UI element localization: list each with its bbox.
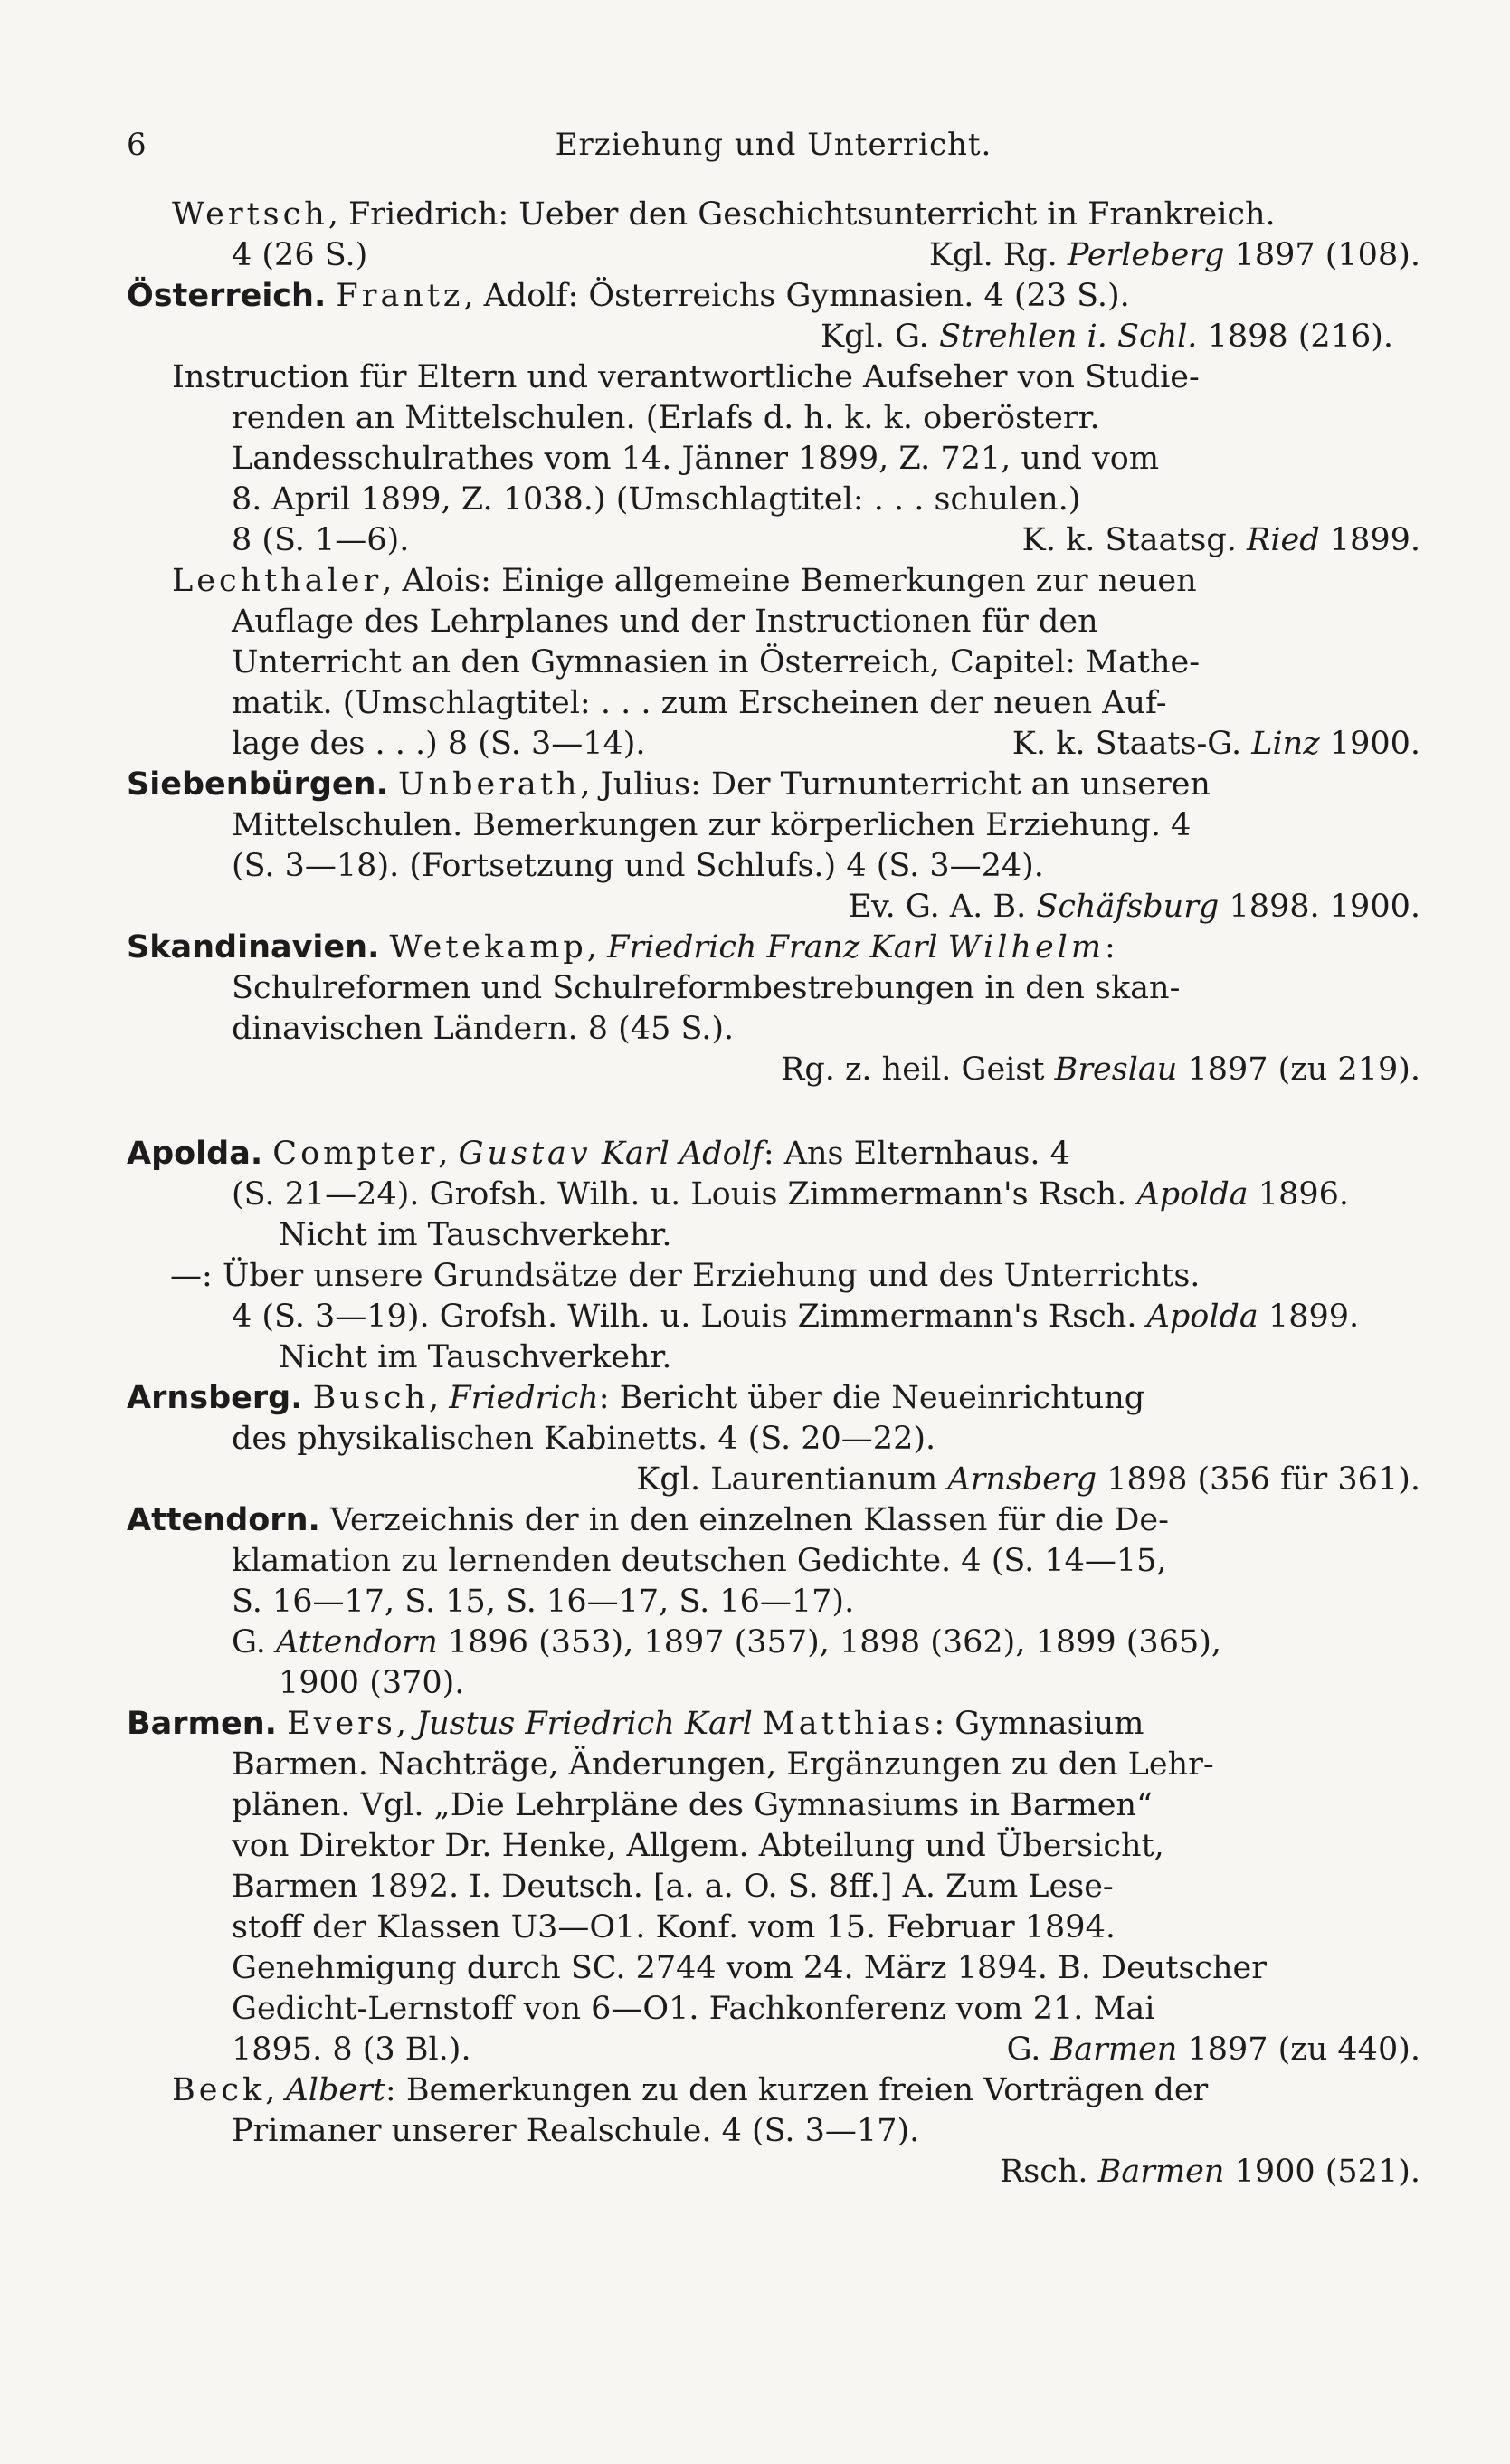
place-name: Barmen [1097,2154,1225,2190]
entry-line: stoff der Klassen U3—O1. Konf. vom 15. Februar 1894. [232,1909,1116,1946]
entry-busch [127,1378,1420,1500]
author-name: Wetekamp [389,929,587,966]
entry-line: des physikalischen Kabinetts. 4 (S. 20—22). [232,1421,936,1457]
entry-frantz [127,276,1420,357]
given-names: Friedrich Franz Karl [607,929,938,966]
publication-info: Ev. G. A. B. Schäfsburg 1898. 1900. [848,889,1420,925]
given-name-spaced: Gustav [458,1136,592,1172]
entry-line: Apolda. Compter, Gustav Karl Adolf: Ans Elternhaus. 4 [127,1136,1070,1172]
place-name: Linz [1251,726,1320,762]
entry-line: matik. (Umschlagtitel: . . . zum Erscheinen der neuen Auf- [232,685,1167,721]
author-name: Unberath [398,766,581,803]
publication-info: K. k. Staatsg. Ried 1899. [1021,522,1420,558]
entry-unberath [127,765,1420,928]
entry-line: Gedicht-Lernstoff von 6—O1. Fachkonferenz vom 21. Mai [232,1991,1155,2027]
entry-line: Skandinavien. Wetekamp, Friedrich Franz Karl Wilhelm: [127,929,1116,966]
entry-line: Schulreformen und Schulreformbestrebungen in den skan- [232,970,1181,1006]
entry-instruction [127,357,1420,561]
region-heading: Siebenbürgen. [127,766,388,803]
note: Nicht im Tauschverkehr. [279,1217,672,1253]
publication-info: Kgl. Rg. Perleberg 1897 (108). [928,237,1420,273]
entry-line: Attendorn. Verzeichnis der in den einzelnen Klassen für die De- [127,1502,1169,1538]
entry-line: 4 (26 S.) Kgl. Rg. Perleberg 1897 (108). [127,235,1420,276]
entry-line: 8 (S. 1—6). K. k. Staatsg. Ried 1899. [127,520,1420,561]
entry-line: Barmen. Nachträge, Änderungen, Ergänzungen zu den Lehr- [232,1746,1214,1783]
place-name: Barmen [1050,2031,1178,2068]
place-name: Arnsberg [947,1461,1097,1498]
entry-line: dinavischen Ländern. 8 (45 S.). [232,1011,735,1047]
entry-compter [127,1134,1420,1256]
entry-line: Auflage des Lehrplanes und der Instructionen für den [232,604,1098,640]
entry-line: Siebenbürgen. Unberath, Julius: Der Turnunterricht an unseren [127,766,1211,803]
entry-line: lage des . . .) 8 (S. 3—14). K. k. Staats-G. Linz 1900. [127,724,1420,765]
author-name: Frantz [336,278,464,314]
entry-line: Lechthaler, Alois: Einige allgemeine Bemerkungen zur neuen [172,563,1197,599]
place-name: Attendorn [275,1624,438,1660]
entry-line: Barmen 1892. I. Deutsch. [a. a. O. S. 8ff.] A. Zum Lese- [232,1869,1114,1905]
author-name: Evers [287,1706,396,1742]
given-names: Justus Friedrich Karl [416,1706,753,1742]
publication-info: K. k. Staats-G. Linz 1900. [1011,726,1420,762]
entry-line: Landesschulrathes vom 14. Jänner 1899, Z. 721, und vom [232,441,1160,477]
entry-line: von Direktor Dr. Henke, Allgem. Abteilung und Übersicht, [232,1828,1164,1864]
running-title: Erziehung und Unterricht. [555,127,992,163]
entry-compter-2 [127,1256,1420,1378]
entry-line: Mittelschulen. Bemerkungen zur körperlichen Erziehung. 4 [232,807,1192,843]
place-name: Schäfsburg [1036,889,1220,925]
entry-line: —: Über unsere Grundsätze der Erziehung und des Unterrichts. [170,1258,1201,1294]
entry-line: 1900 (370). [279,1665,465,1701]
publication-info: Kgl. G. Strehlen i. Schl. 1898 (216). [820,319,1393,355]
entry-line: 1895. 8 (3 Bl.). G. Barmen 1897 (zu 440). [127,2030,1420,2070]
entry-line: Wertsch, Friedrich: Ueber den Geschichtsunterricht in Frankreich. [172,196,1276,233]
publication-info: G. Barmen 1897 (zu 440). [1006,2031,1420,2068]
entry-lechthaler [127,561,1420,765]
entry-line: Beck, Albert: Bemerkungen zu den kurzen freien Vorträgen der [172,2072,1209,2108]
given-name-spaced: Matthias [762,1706,935,1742]
author-name: Compter [272,1136,439,1172]
entry-line: S. 16—17, S. 15, S. 16—17, S. 16—17). [232,1584,855,1620]
entry-line: (S. 3—18). (Fortsetzung und Schlufs.) 4 (S. 3—24). [232,848,1044,884]
page-header [127,127,1420,172]
entry-line: Österreich. Frantz, Adolf: Österreichs Gymnasien. 4 (23 S.). [127,278,1130,314]
author-name: Busch [312,1380,430,1416]
author-name: Wertsch [172,196,328,233]
entry-evers [127,1704,1420,2070]
region-heading: Apolda. [127,1136,263,1172]
ditto-dash: —: [170,1258,213,1294]
region-heading: Attendorn. [127,1502,320,1538]
entry-line: Unterricht an den Gymnasien in Österreich, Capitel: Mathe- [232,644,1201,680]
entry-line: Instruction für Eltern und verantwortliche Aufseher von Studie- [172,359,1200,395]
publication-info: Rsch. Barmen 1900 (521). [999,2154,1420,2190]
given-names: Karl Adolf [601,1136,764,1172]
region-heading: Österreich. [127,278,327,314]
entry-line: (S. 21—24). Grofsh. Wilh. u. Louis Zimmermann's Rsch. Apolda 1896. [232,1176,1349,1213]
given-names: Friedrich [449,1380,599,1416]
publication-info: Kgl. Laurentianum Arnsberg 1898 (356 für 361). [636,1461,1420,1498]
entry-line: Primaner unserer Realschule. 4 (S. 3—17). [232,2113,920,2149]
publication-info: G. Attendorn 1896 (353), 1897 (357), 1898 (362), 1899 (365), [232,1624,1222,1660]
entry-line: Genehmigung durch SC. 2744 vom 24. März 1894. B. Deutscher [232,1950,1267,1986]
place-name: Apolda [1136,1176,1249,1213]
region-heading: Skandinavien. [127,929,380,966]
region-heading: Barmen. [127,1706,277,1742]
author-name: Beck [172,2072,266,2108]
entry-wetekamp [127,928,1420,1090]
entry-line: 8. April 1899, Z. 1038.) (Umschlagtitel: . . . schulen.) [232,481,1081,518]
publication-info: Rg. z. heil. Geist Breslau 1897 (zu 219). [780,1051,1420,1088]
entry-line: 4 (S. 3—19). Grofsh. Wilh. u. Louis Zimmermann's Rsch. Apolda 1899. [232,1299,1360,1335]
page-number: 6 [127,127,147,163]
place-name: Strehlen i. Schl. [938,319,1198,355]
entry-beck [127,2070,1420,2193]
place-name: Perleberg [1067,237,1225,273]
given-names: Albert [285,2072,385,2108]
place-name: Apolda [1146,1299,1258,1335]
entry-attendorn [127,1500,1420,1704]
note: Nicht im Tauschverkehr. [279,1339,672,1375]
section-gap [127,1090,1420,1134]
entry-line: plänen. Vgl. „Die Lehrpläne des Gymnasiums in Barmen“ [232,1787,1153,1823]
bibliography-list [127,195,1420,2193]
given-name-spaced: Wilhelm [947,929,1106,966]
region-heading: Arnsberg. [127,1380,303,1416]
place-name: Breslau [1054,1051,1178,1088]
author-name: Lechthaler [172,563,383,599]
entry-line: renden an Mittelschulen. (Erlafs d. h. k. k. oberösterr. [232,400,1100,436]
entry-line: Barmen. Evers, Justus Friedrich Karl Matthias: Gymnasium [127,1706,1144,1742]
entry-line: klamation zu lernenden deutschen Gedichte. 4 (S. 14—15, [232,1543,1167,1579]
entry-wertsch [127,195,1420,276]
entry-line: Arnsberg. Busch, Friedrich: Bericht über die Neueinrichtung [127,1380,1145,1416]
place-name: Ried [1247,522,1320,558]
